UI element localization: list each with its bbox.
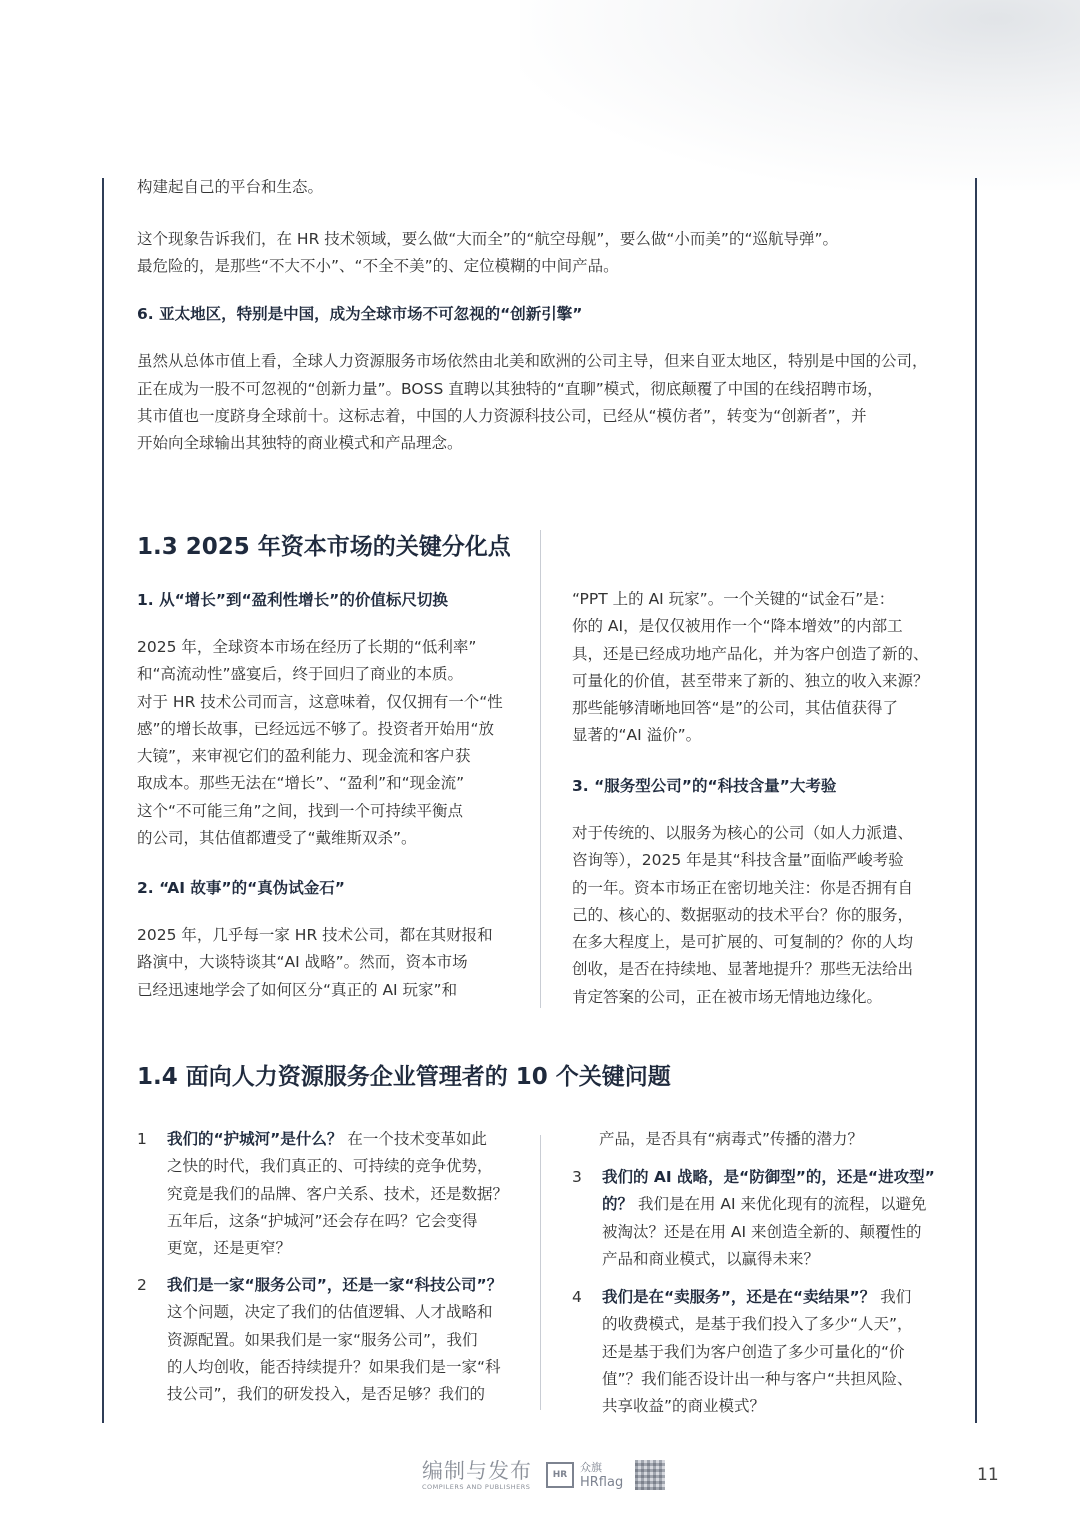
logo-cn: 众旗 — [580, 1461, 602, 1474]
text-line: 你的 AI，是仅仅被用作一个“降本增效”的内部工 — [572, 617, 903, 636]
text-line: 对于传统的、以服务为核心的公司（如人力派遣、 — [572, 824, 914, 842]
intro-paragraph-line: 其市值也一度跻身全球前十。这标志着，中国的人力资源科技公司，已经从“模仿者”，转变为“创新者”，并 — [137, 407, 867, 425]
question-item — [572, 1284, 972, 1420]
text-line: 取成本。那些无法在“增长”、“盈利”和“现金流” — [137, 774, 465, 793]
text-line: 对于 HR 技术公司而言，这意味着，仅仅拥有一个“性 — [137, 692, 503, 711]
logo-en: HRflag — [580, 1475, 624, 1490]
text-line: 那些能够清晰地回答“是”的公司，其估值获得了 — [572, 699, 899, 718]
logo-text — [580, 1460, 623, 1490]
footer — [422, 1455, 665, 1495]
text-line: 大镜”，来审视它们的盈利能力、现金流和客户获 — [137, 747, 471, 766]
text-line: 已经迅速地学会了如何区分“真正的 AI 玩家”和 — [137, 980, 458, 999]
text-line: 在一个技术变革如此 — [347, 1130, 487, 1148]
question-body — [602, 1284, 913, 1420]
question-bold: 的？ — [602, 1195, 634, 1214]
text-line: 被淘汰？还是在用 AI 来创造全新的、颠覆性的 — [602, 1222, 922, 1241]
question-body — [167, 1272, 502, 1408]
text-line: 的一年。资本市场正在密切地关注：你是否拥有自 — [572, 878, 914, 897]
text-line: 究竟是我们的品牌、客户关系、技术，还是数据？ — [167, 1184, 509, 1203]
text-line: 创收，是否在持续地、显著地提升？那些无法给出 — [572, 960, 914, 979]
background-texture — [520, 0, 1080, 190]
question-item — [137, 1272, 537, 1408]
intro-paragraph-line: 开始向全球输出其独特的商业模式和产品理念。 — [137, 434, 463, 452]
intro-paragraph-line: 这个现象告诉我们，在 HR 技术领域，要么做“大而全”的“航空母舰”，要么做“小而美”的“巡航导弹”。 — [137, 230, 839, 248]
intro-paragraph-line: 最危险的，是那些“不大不小”、“不全不美”的、定位模糊的中间产品。 — [137, 257, 619, 275]
paragraph-2 — [137, 922, 537, 1004]
intro-paragraph-line: 虽然从总体市值上看，全球人力资源服务市场依然由北美和欧洲的公司主导，但来自亚太地区，特别是中国的公司， — [137, 352, 928, 370]
frame-right-line — [975, 178, 977, 1423]
text-line: 己的、核心的、数据驱动的技术平台？你的服务， — [572, 905, 914, 924]
text-line: 的公司，其估值都遭受了“戴维斯双杀”。 — [137, 829, 417, 848]
frame-left-line — [102, 178, 104, 1423]
heading-6: 6. 亚太地区，特别是中国，成为全球市场不可忽视的“创新引擎” — [137, 305, 583, 323]
question-number: 3 — [572, 1168, 582, 1186]
text-line: 五年后，这条“护城河”还会存在吗？它会变得 — [167, 1211, 478, 1230]
text-line: 技公司”，我们的研发投入，是否足够？我们的 — [167, 1385, 486, 1404]
page-number: 11 — [977, 1465, 999, 1485]
text-line: 在多大程度上，是可扩展的、可复制的？你的人均 — [572, 933, 914, 952]
text-line: 显著的“AI 溢价”。 — [572, 726, 702, 745]
text-line: 咨询等），2025 年是其“科技含量”面临严峻考验 — [572, 851, 904, 870]
text-line: 还是基于我们为客户创造了多少可量化的“价 — [602, 1342, 905, 1361]
paragraph-3 — [572, 820, 972, 1011]
text-line: 更宽，还是更窄？ — [167, 1239, 292, 1258]
question-item — [137, 1126, 537, 1262]
intro-line: 构建起自己的平台和生态。 — [137, 178, 324, 196]
text-line: 具，还是已经成功地产品化，并为客户创造了新的、 — [572, 644, 929, 663]
text-line: 产品和商业模式，以赢得未来？ — [602, 1249, 820, 1268]
text-line: 2025 年，全球资本市场在经历了长期的“低利率” — [137, 638, 477, 656]
text-line: 路演中，大谈特谈其“AI 战略”。然而，资本市场 — [137, 953, 468, 972]
column-divider — [540, 530, 541, 1008]
text-line: 之快的时代，我们真正的、可持续的竞争优势， — [167, 1157, 493, 1176]
text-line: 肯定答案的公司，正在被市场无情地边缘化。 — [572, 987, 883, 1006]
question-bold: 我们是一家“服务公司”，还是一家“科技公司”？ — [167, 1276, 503, 1294]
text-line: 我们是在用 AI 来优化现有的流程，以避免 — [637, 1195, 927, 1214]
footer-title — [422, 1459, 532, 1492]
question-bold: 我们是在“卖服务”，还是在“卖结果”？ — [602, 1288, 876, 1306]
text-line: 和“高流动性”盛宴后，终于回归了商业的本质。 — [137, 665, 464, 684]
question-body — [602, 1164, 935, 1273]
text-line: 2025 年，几乎每一家 HR 技术公司，都在其财报和 — [137, 926, 493, 944]
text-line: 共享收益”的商业模式？ — [602, 1397, 766, 1416]
text-line: 的人均创收，能否持续提升？如果我们是一家“科 — [167, 1357, 501, 1376]
text-line: 的收费模式，是基于我们投入了多少“人天”， — [602, 1315, 913, 1334]
text-line: 这个“不可能三角”之间，找到一个可持续平衡点 — [137, 801, 464, 820]
footer-title-en: COMPILERS AND PUBLISHERS — [422, 1482, 531, 1491]
question-bold: 我们的“护城河”是什么？ — [167, 1130, 343, 1148]
question-2-continued: 产品，是否具有“病毒式”传播的潜力？ — [599, 1130, 864, 1148]
footer-title-cn: 编制与发布 — [422, 1458, 532, 1483]
text-line: “PPT 上的 AI 玩家”。一个关键的“试金石”是： — [572, 590, 895, 608]
column-divider — [540, 1135, 541, 1410]
paragraph-1 — [137, 634, 537, 852]
text-line: 感”的增长故事，已经远远不够了。投资者开始用“放 — [137, 719, 495, 738]
paragraph-2-continued — [572, 586, 972, 750]
subheading-1: 1. 从“增长”到“盈利性增长”的价值标尺切换 — [137, 591, 448, 609]
question-number: 4 — [572, 1288, 582, 1306]
section-title-1-3: 1.3 2025 年资本市场的关键分化点 — [137, 534, 511, 560]
hrflag-logo-icon: HR — [546, 1462, 574, 1488]
section-title-1-4: 1.4 面向人力资源服务企业管理者的 10 个关键问题 — [137, 1064, 671, 1090]
question-bold: 我们的 AI 战略，是“防御型”的，还是“进攻型” — [602, 1168, 935, 1186]
text-line: 资源配置。如果我们是一家“服务公司”，我们 — [167, 1330, 478, 1349]
question-number: 1 — [137, 1130, 147, 1148]
subheading-2: 2. “AI 故事”的“真伪试金石” — [137, 879, 345, 897]
subheading-3: 3. “服务型公司”的“科技含量”大考验 — [572, 777, 837, 795]
question-item — [572, 1164, 972, 1273]
intro-paragraph-line: 正在成为一股不可忽视的“创新力量”。BOSS 直聘以其独特的“直聊”模式，彻底颠覆了中国的在线招聘市场， — [137, 380, 883, 398]
question-number: 2 — [137, 1276, 147, 1294]
text-line: 值”？我们能否设计出一种与客户“共担风险、 — [602, 1369, 913, 1388]
text-line: 我们 — [880, 1288, 912, 1306]
text-line: 可量化的价值，甚至带来了新的、独立的收入来源？ — [572, 671, 929, 690]
text-line: 这个问题，决定了我们的估值逻辑、人才战略和 — [167, 1303, 493, 1322]
question-body — [167, 1126, 508, 1262]
qr-code-icon — [635, 1460, 665, 1490]
